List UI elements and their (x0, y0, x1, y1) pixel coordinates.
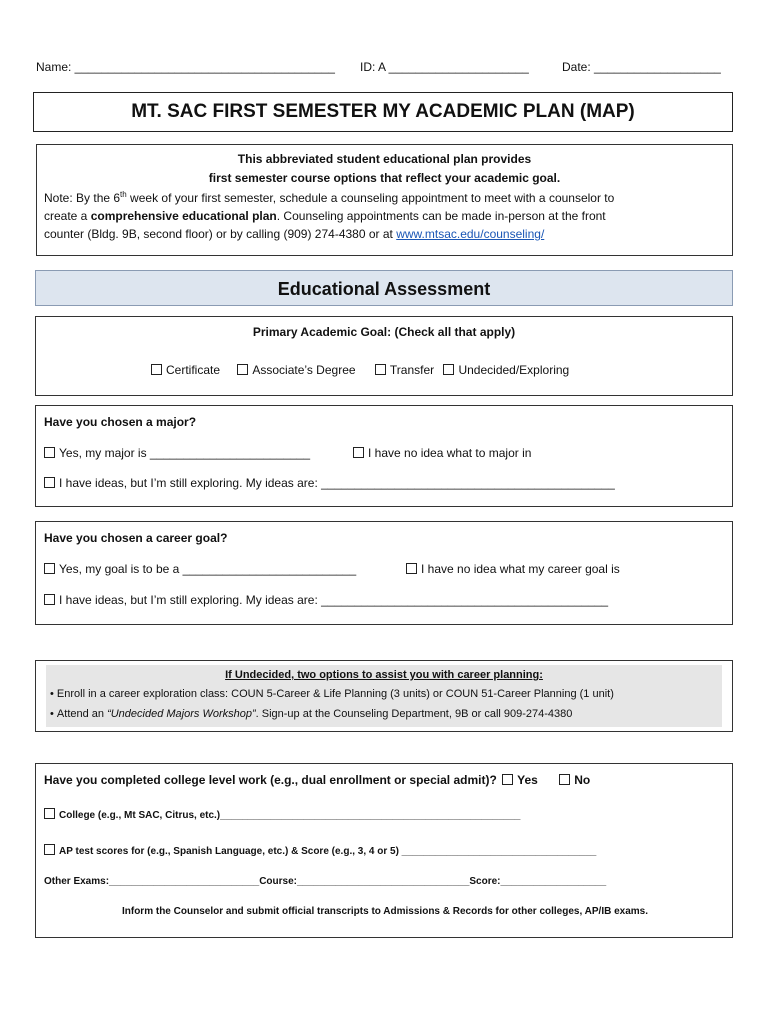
undecided-heading: If Undecided, two options to assist you with career planning: (225, 669, 543, 681)
major-yes-option[interactable]: Yes, my major is ________________________ (44, 446, 310, 460)
checkbox-icon[interactable] (375, 364, 386, 375)
goal-box (35, 316, 733, 396)
ap-scores-option[interactable]: AP test scores for (e.g., Spanish Language, etc.) & Score (e.g., 3, 4 or 5) ___________________________________ (44, 844, 596, 857)
college-box (35, 763, 733, 938)
career-box (35, 521, 733, 625)
career-yes-option[interactable]: Yes, my goal is to be a __________________________ (44, 562, 356, 576)
checkbox-icon[interactable] (353, 447, 364, 458)
goal-transfer[interactable]: Transfer (375, 363, 434, 377)
bullet-icon: • (50, 688, 54, 700)
bullet-icon: • (50, 708, 54, 720)
major-ideas-option[interactable]: I have ideas, but I’m still exploring. My ideas are: ____________________________________________ (44, 476, 615, 490)
checkbox-icon[interactable] (237, 364, 248, 375)
career-ideas-option[interactable]: I have ideas, but I’m still exploring. My ideas are: ___________________________________________ (44, 593, 608, 607)
checkbox-icon[interactable] (44, 594, 55, 605)
page-title: MT. SAC FIRST SEMESTER MY ACADEMIC PLAN (MAP) (131, 101, 635, 122)
undecided-bullet-1: • Enroll in a career exploration class: COUN 5-Career & Life Planning (3 units) or COUN 51-Career Planning (1 unit) (50, 688, 614, 700)
college-attended-option[interactable]: College (e.g., Mt SAC, Citrus, etc.)______________________________________________________ (44, 808, 520, 821)
other-exams-row (44, 876, 606, 887)
career-no-option[interactable]: I have no idea what my career goal is (406, 562, 620, 576)
goal-heading: Primary Academic Goal: (Check all that apply) (252, 325, 516, 339)
checkbox-icon[interactable] (44, 844, 55, 855)
intro-note-line-1: Note: By the 6th week of your first semester, schedule a counseling appointment to meet with a counselor to (44, 190, 615, 205)
date-field-label: Date: ___________________ (562, 60, 721, 74)
career-heading: Have you chosen a career goal? (44, 531, 228, 545)
intro-box (36, 144, 733, 256)
college-no-option[interactable]: No (559, 773, 590, 787)
checkbox-icon[interactable] (502, 774, 513, 785)
major-no-option[interactable]: I have no idea what to major in (353, 446, 531, 460)
id-field-label: ID: A _____________________ (360, 60, 529, 74)
goal-associates[interactable]: Associate’s Degree (237, 363, 355, 377)
undecided-box (35, 660, 733, 732)
checkbox-icon[interactable] (559, 774, 570, 785)
intro-note-line-3: counter (Bldg. 9B, second floor) or by calling (909) 274-4380 or at www.mtsac.edu/counseling/ (44, 227, 545, 241)
undecided-bullet-2: • Attend an “Undecided Majors Workshop”. Sign-up at the Counseling Department, 9B or call 909-274-4380 (50, 708, 573, 720)
goal-options (151, 363, 569, 377)
goal-undecided[interactable]: Undecided/Exploring (443, 363, 569, 377)
college-yes-option[interactable]: Yes (502, 773, 538, 787)
intro-note-line-2: create a comprehensive educational plan. Counseling appointments can be made in-person at the front (44, 209, 606, 223)
checkbox-icon[interactable] (44, 447, 55, 458)
other-exams-field[interactable]: Other Exams:___________________________ (44, 876, 260, 887)
course-field[interactable]: Course:_______________________________ (259, 876, 470, 887)
checkbox-icon[interactable] (406, 563, 417, 574)
section-title: Educational Assessment (277, 279, 491, 299)
name-field-label: Name: _______________________________________ (36, 60, 335, 74)
major-heading: Have you chosen a major? (44, 415, 197, 429)
checkbox-icon[interactable] (151, 364, 162, 375)
inform-note: Inform the Counselor and submit official transcripts to Admissions & Records for other colleges, AP/IB exams. (121, 906, 649, 917)
college-heading: Have you completed college level work (e.g., dual enrollment or special admit)? Yes No (44, 773, 591, 787)
checkbox-icon[interactable] (44, 808, 55, 819)
intro-line-1: This abbreviated student educational plan provides (237, 152, 532, 166)
checkbox-icon[interactable] (443, 364, 454, 375)
intro-line-2: first semester course options that reflect your academic goal. (208, 171, 561, 185)
checkbox-icon[interactable] (44, 477, 55, 488)
title-box (33, 92, 733, 132)
score-field[interactable]: Score:___________________ (469, 876, 607, 887)
goal-certificate[interactable]: Certificate (151, 363, 220, 377)
section-header (35, 270, 733, 306)
checkbox-icon[interactable] (44, 563, 55, 574)
major-box (35, 405, 733, 507)
counseling-link[interactable]: www.mtsac.edu/counseling/ (396, 227, 545, 241)
